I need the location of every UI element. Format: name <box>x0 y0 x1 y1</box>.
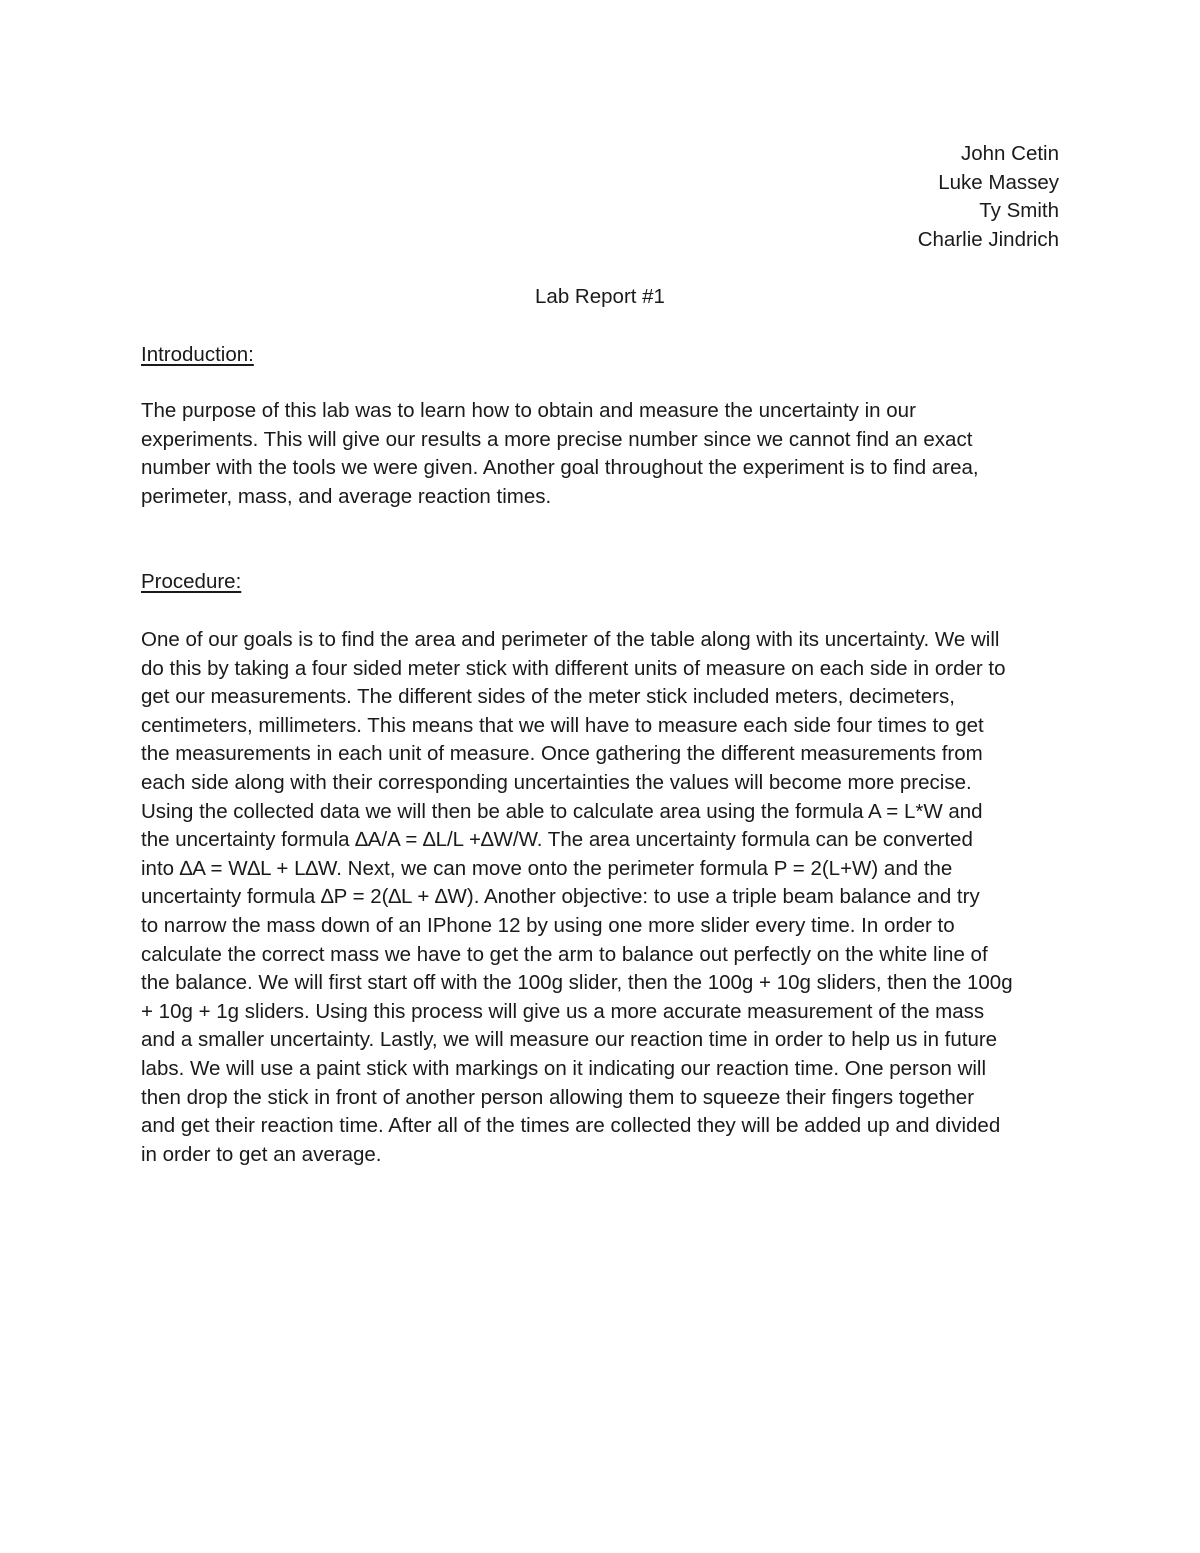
paragraph-line: perimeter, mass, and average reaction times. <box>141 484 552 508</box>
paragraph-line: labs. We will use a paint stick with markings on it indicating our reaction time. One person will <box>141 1056 987 1080</box>
paragraph-line: each side along with their corresponding uncertainties the values will become more precise. <box>141 770 972 794</box>
paragraph-line: calculate the correct mass we have to get the arm to balance out perfectly on the white line of <box>141 942 988 966</box>
paragraph-line: into ∆A = W∆L + L∆W. Next, we can move onto the perimeter formula P = 2(L+W) and the <box>141 856 953 880</box>
paragraph-line: get our measurements. The different sides of the meter stick included meters, decimeters, <box>141 685 955 709</box>
paragraph-line: One of our goals is to find the area and perimeter of the table along with its uncertainty. We will <box>141 628 1000 651</box>
procedure-heading: Procedure: <box>141 570 242 593</box>
paragraph-line: Using the collected data we will then be able to calculate area using the formula A = L*W and <box>141 799 983 823</box>
author-name: Luke Massey <box>938 170 1059 194</box>
paragraph-line: do this by taking a four sided meter stick with different units of measure on each side in order to <box>141 656 1006 680</box>
procedure-paragraph <box>141 626 1061 1169</box>
author-name: Ty Smith <box>979 199 1059 223</box>
paragraph-line: number with the tools we were given. Another goal throughout the experiment is to find area, <box>141 456 979 480</box>
paragraph-line: uncertainty formula ∆P = 2(∆L + ∆W). Another objective: to use a triple beam balance and try <box>141 885 980 909</box>
author-list <box>918 140 1059 254</box>
paragraph-line: the uncertainty formula ∆A/A = ∆L/L +∆W/W. The area uncertainty formula can be converted <box>141 828 973 852</box>
paragraph-line: then drop the stick in front of another person allowing them to squeeze their fingers together <box>141 1085 975 1109</box>
paragraph-line: experiments. This will give our results a more precise number since we cannot find an exact <box>141 427 973 451</box>
author-name: John Cetin <box>960 142 1059 165</box>
paragraph-line: the measurements in each unit of measure. Once gathering the different measurements from <box>141 742 983 766</box>
paragraph-line: + 10g + 1g sliders. Using this process will give us a more accurate measurement of the mass <box>141 999 985 1023</box>
paragraph-line: centimeters, millimeters. This means that we will have to measure each side four times to get <box>141 713 984 737</box>
paragraph-line: the balance. We will first start off with the 100g slider, then the 100g + 10g sliders, then the 100g <box>141 971 1013 995</box>
paragraph-line: and a smaller uncertainty. Lastly, we will measure our reaction time in order to help us in future <box>141 1028 998 1052</box>
paragraph-line: in order to get an average. <box>141 1142 382 1166</box>
paragraph-line: and get their reaction time. After all of the times are collected they will be added up and divided <box>141 1114 1001 1138</box>
introduction-paragraph <box>141 397 1061 511</box>
report-title: Lab Report #1 <box>535 285 665 308</box>
paragraph-line: The purpose of this lab was to learn how to obtain and measure the uncertainty in our <box>141 399 916 422</box>
author-name: Charlie Jindrich <box>917 227 1059 251</box>
paragraph-line: to narrow the mass down of an IPhone 12 by using one more slider every time. In order to <box>141 913 955 937</box>
introduction-heading: Introduction: <box>141 343 254 366</box>
